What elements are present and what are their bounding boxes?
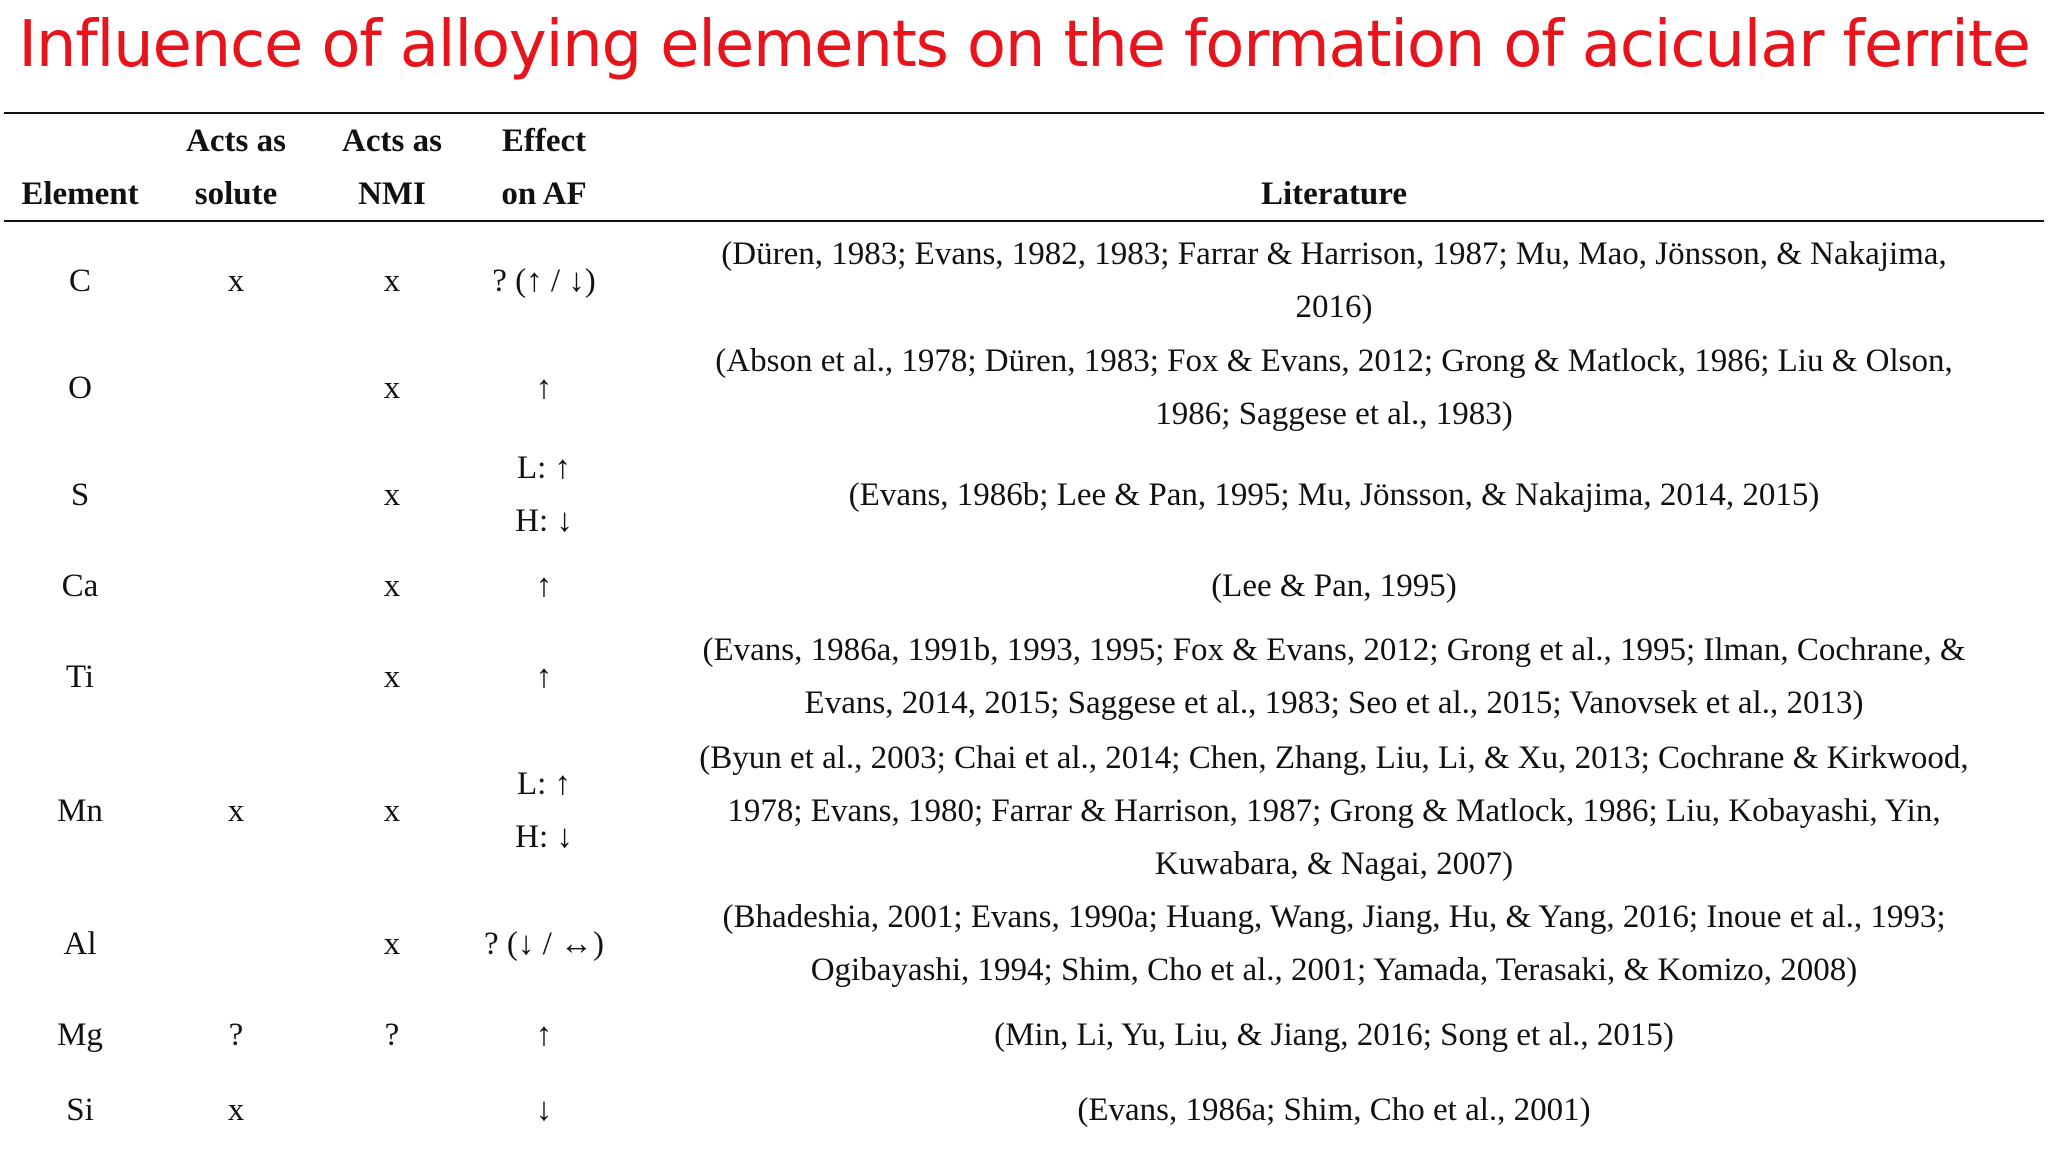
header-acts-as-solute-line1: Acts as <box>186 123 286 159</box>
cell-literature: (Evans, 1986b; Lee & Pan, 1995; Mu, Jönsson, & Nakajima, 2014, 2015) <box>848 476 1820 513</box>
table-top-rule <box>4 112 2044 114</box>
cell-element: Ti <box>65 658 95 695</box>
cell-literature: (Düren, 1983; Evans, 1982, 1983; Farrar & Harrison, 1987; Mu, Mao, Jönsson, & Nakajima, 2016) <box>721 236 1947 325</box>
cell-literature: (Lee & Pan, 1995) <box>1211 567 1457 604</box>
effect-line1: ↓ <box>535 1091 553 1128</box>
cell-effect-on-af <box>468 556 620 616</box>
header-effect-on-af <box>468 115 620 221</box>
table-row <box>0 228 2048 334</box>
table-row <box>0 1080 2048 1140</box>
table-row <box>0 891 2048 997</box>
cell-literature: (Abson et al., 1978; Düren, 1983; Fox & Evans, 2012; Grong & Matlock, 1986; Liu & Olson, 1986; Saggese et al., 1983) <box>715 343 1953 432</box>
cell-effect-on-af <box>468 1005 620 1065</box>
cell-element: Mg <box>57 1016 103 1053</box>
cell-acts-as-nmi: ? <box>384 1016 400 1053</box>
cell-acts-as-solute: x <box>227 262 245 299</box>
cell-element: Mn <box>57 792 103 829</box>
cell-acts-as-solute: x <box>227 792 245 829</box>
table-row <box>0 442 2048 548</box>
cell-element: Al <box>63 925 97 962</box>
cell-element: C <box>68 262 91 299</box>
cell-acts-as-solute <box>160 442 312 548</box>
effect-line1: ? (↓ / ↔) <box>483 925 605 962</box>
cell-acts-as-solute <box>160 556 312 616</box>
cell-acts-as-solute <box>160 624 312 730</box>
header-acts-as-solute <box>160 115 312 221</box>
cell-acts-as-nmi: x <box>383 925 401 962</box>
header-acts-as-nmi-line2: NMI <box>358 176 426 212</box>
cell-acts-as-nmi: x <box>383 369 401 406</box>
cell-effect-on-af <box>468 624 620 730</box>
table-header-rule <box>4 220 2044 222</box>
cell-acts-as-solute: ? <box>228 1016 244 1053</box>
effect-line1: L: ↑ <box>516 766 572 802</box>
cell-element: O <box>68 369 92 406</box>
cell-element: Ca <box>61 567 99 604</box>
header-acts-as-nmi <box>316 115 468 221</box>
effect-line1: ↑ <box>535 658 553 695</box>
cell-acts-as-solute: x <box>227 1091 245 1128</box>
cell-element: Si <box>66 1091 94 1128</box>
cell-literature: (Evans, 1986a; Shim, Cho et al., 2001) <box>1077 1091 1591 1128</box>
effect-line2: H: ↓ <box>515 819 573 855</box>
cell-literature: (Bhadeshia, 2001; Evans, 1990a; Huang, Wang, Jiang, Hu, & Yang, 2016; Inoue et al., 1993; Ogibayashi, 1994; Shim, Cho et al., 2001; Yamada, Terasaki, & Komizo, 2008) <box>722 899 1946 988</box>
header-acts-as-nmi-line1: Acts as <box>342 123 442 159</box>
header-effect-on-af-line2: on AF <box>501 176 587 212</box>
effect-line1: ↑ <box>535 1016 553 1053</box>
cell-effect-on-af <box>468 1080 620 1140</box>
cell-literature: (Evans, 1986a, 1991b, 1993, 1995; Fox & Evans, 2012; Grong et al., 1995; Ilman, Cochrane, & Evans, 2014, 2015; Saggese et al., 1983; Seo et al., 2015; Vanovsek et al., 2013) <box>702 632 1966 721</box>
effect-line1: ↑ <box>535 369 553 406</box>
cell-acts-as-nmi: x <box>383 658 401 695</box>
header-element: Element <box>21 176 139 212</box>
cell-acts-as-nmi: x <box>383 476 401 513</box>
cell-literature: (Min, Li, Yu, Liu, & Jiang, 2016; Song et al., 2015) <box>994 1016 1674 1053</box>
table-row <box>0 624 2048 730</box>
cell-effect-on-af <box>468 228 620 334</box>
cell-acts-as-nmi: x <box>383 792 401 829</box>
cell-acts-as-nmi <box>316 1080 468 1140</box>
cell-element: S <box>70 476 90 513</box>
cell-acts-as-solute <box>160 335 312 441</box>
table-row <box>0 556 2048 616</box>
slide-title: Influence of alloying elements on the formation of acicular ferrite <box>18 8 2030 82</box>
cell-literature: (Byun et al., 2003; Chai et al., 2014; Chen, Zhang, Liu, Li, & Xu, 2013; Cochrane & Kirkwood, 1978; Evans, 1980; Farrar & Harrison, 1987; Grong & Matlock, 1986; Liu, Kobayashi, Yin, Kuwabara, & Nagai, 2007) <box>699 739 1969 882</box>
cell-acts-as-solute <box>160 891 312 997</box>
cell-effect-on-af <box>468 731 620 891</box>
cell-acts-as-nmi: x <box>383 262 401 299</box>
effect-line1: L: ↑ <box>516 450 572 486</box>
cell-effect-on-af <box>468 891 620 997</box>
header-effect-on-af-line1: Effect <box>501 123 587 159</box>
header-acts-as-solute-line2: solute <box>194 176 278 212</box>
table-row <box>0 335 2048 441</box>
effect-line1: ↑ <box>535 567 553 604</box>
effect-line2: H: ↓ <box>515 503 573 539</box>
cell-acts-as-nmi: x <box>383 567 401 604</box>
header-literature: Literature <box>1260 176 1407 212</box>
cell-effect-on-af <box>468 442 620 548</box>
table-row <box>0 731 2048 891</box>
table-row <box>0 1005 2048 1065</box>
cell-effect-on-af <box>468 335 620 441</box>
effect-line1: ? (↑ / ↓) <box>492 262 596 299</box>
